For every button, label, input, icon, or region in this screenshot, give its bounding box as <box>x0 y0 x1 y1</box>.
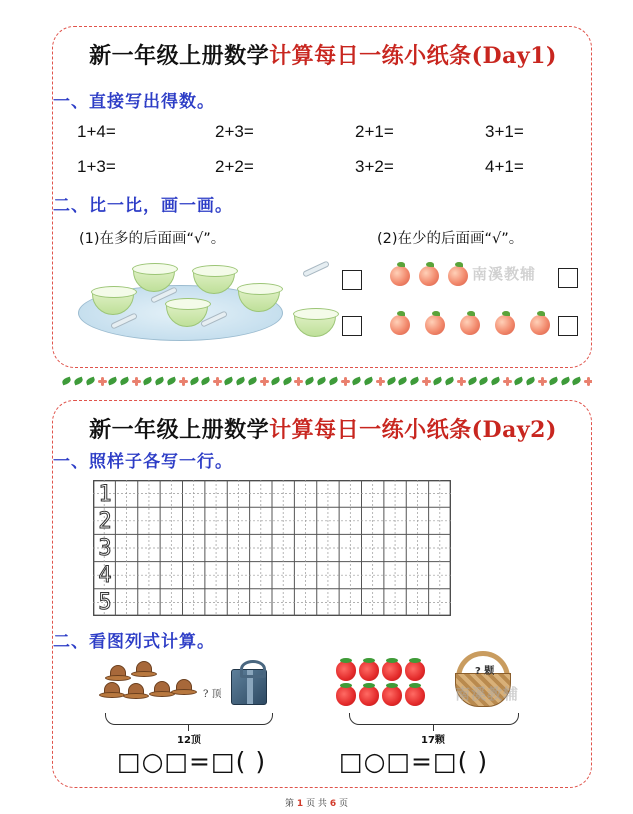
writing-grid[interactable] <box>93 480 451 616</box>
hat-total-label: 12顶 <box>177 735 201 746</box>
hat-image <box>105 665 131 681</box>
day1-title <box>53 39 593 70</box>
strawberry-bracket <box>349 713 519 725</box>
equation: 4+1= <box>485 157 524 176</box>
day1-section2-heading: 二、比一比，画一画。 <box>53 196 233 216</box>
strawberry-image <box>336 661 356 681</box>
checkbox-peaches-bottom[interactable] <box>558 316 578 336</box>
strawberry-image <box>382 686 402 706</box>
instruction-more: (1)在多的后面画“√”。 <box>79 231 226 247</box>
hat-image <box>123 683 149 699</box>
strawberry-image <box>382 661 402 681</box>
grid-example-digit: 5 <box>98 590 112 615</box>
day2-title <box>53 413 593 444</box>
grid-example-digit: 1 <box>98 482 112 507</box>
page-footer <box>0 796 633 809</box>
grid-example-digit: 4 <box>98 563 112 588</box>
footer-suffix: 页 <box>338 799 348 809</box>
peach-image <box>495 315 515 335</box>
day1-section1-heading: 一、直接写出得数。 <box>53 92 215 112</box>
day2-title-prefix: 新一年级上册数学 <box>89 417 270 443</box>
strawberry-image <box>359 686 379 706</box>
formula-right[interactable]: □○□=□( ) <box>339 747 489 776</box>
basket-unknown-label: ? 颗 <box>475 666 495 677</box>
watermark: 南溪教辅 <box>455 685 520 703</box>
gift-box-image <box>231 669 267 705</box>
checkbox-bowls[interactable] <box>342 316 362 336</box>
grid-example-digit: 3 <box>98 536 112 561</box>
peach-image <box>425 315 445 335</box>
equation: 3+1= <box>485 122 524 141</box>
total-page-number: 6 <box>329 799 337 809</box>
day2-section1-heading: 一、照样子各写一行。 <box>53 452 233 472</box>
checkbox-peaches-top[interactable] <box>558 268 578 288</box>
instruction-less: (2)在少的后面画“√”。 <box>377 231 524 247</box>
watermark: 南溪教辅 <box>472 265 537 283</box>
equation: 2+2= <box>215 157 254 176</box>
worksheet-day2 <box>52 400 592 788</box>
decorative-divider <box>62 375 592 387</box>
day2-section2-heading: 二、看图列式计算。 <box>53 632 215 652</box>
hat-image <box>171 679 197 695</box>
footer-middle: 页 共 <box>306 799 327 809</box>
peach-image <box>390 315 410 335</box>
peach-image <box>460 315 480 335</box>
peach-image <box>530 315 550 335</box>
peach-image <box>448 266 468 286</box>
hat-image <box>131 661 157 677</box>
grid-example-digit: 2 <box>98 509 112 534</box>
day1-title-prefix: 新一年级上册数学 <box>89 43 270 69</box>
peach-image <box>419 266 439 286</box>
peach-image <box>390 266 410 286</box>
strawberry-image <box>359 661 379 681</box>
strawberry-image <box>336 686 356 706</box>
equation: 3+2= <box>355 157 394 176</box>
equation: 2+3= <box>215 122 254 141</box>
strawberry-image <box>405 686 425 706</box>
formula-left[interactable]: □○□=□( ) <box>117 747 267 776</box>
checkbox-spoons[interactable] <box>342 270 362 290</box>
equation: 1+3= <box>77 157 116 176</box>
hat-unknown-label: ? 顶 <box>203 689 222 700</box>
hat-image <box>99 682 125 698</box>
day1-title-highlight: 计算每日一练小纸条(Day1) <box>269 43 557 69</box>
hat-bracket <box>105 713 273 725</box>
equation: 1+4= <box>77 122 116 141</box>
strawberry-total-label: 17颗 <box>421 735 445 746</box>
footer-prefix: 第 <box>285 799 295 809</box>
day2-title-highlight: 计算每日一练小纸条(Day2) <box>269 417 557 443</box>
strawberry-image <box>405 661 425 681</box>
current-page-number: 1 <box>296 799 304 809</box>
equation: 2+1= <box>355 122 394 141</box>
